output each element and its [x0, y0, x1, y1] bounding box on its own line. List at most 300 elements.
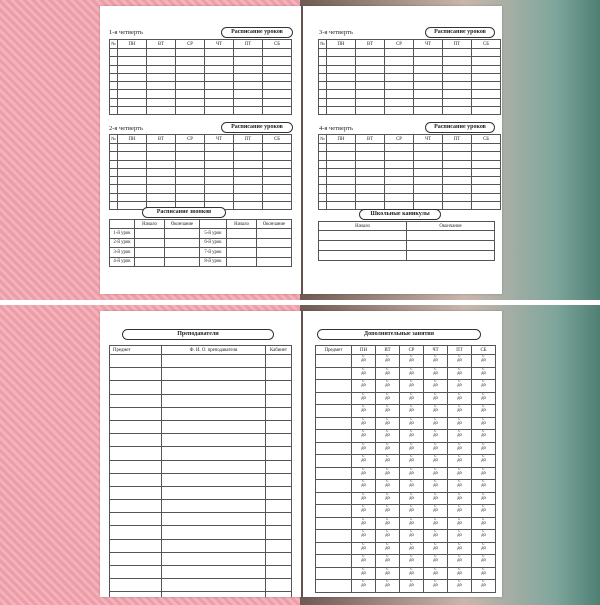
- time-from-label: с: [458, 454, 461, 459]
- time-from-label: с: [386, 417, 389, 422]
- time-to-label: до: [481, 433, 486, 439]
- time-from-label: с: [386, 467, 389, 472]
- time-to-label: до: [457, 358, 462, 364]
- time-from-label: с: [362, 354, 365, 359]
- extra-col-mon: ПН: [352, 346, 376, 355]
- holidays-table: [318, 221, 495, 261]
- time-from-label: с: [434, 404, 437, 409]
- time-to-label: до: [385, 408, 390, 414]
- time-to-label: до: [409, 533, 414, 539]
- time-to-label: до: [361, 383, 366, 389]
- time-from-label: с: [434, 354, 437, 359]
- schedule-row: [319, 57, 501, 65]
- time-from-label: с: [458, 504, 461, 509]
- teacher-row: [110, 381, 292, 394]
- time-from-label: с: [362, 429, 365, 434]
- time-to-label: до: [361, 395, 366, 401]
- time-to-label: до: [481, 583, 486, 589]
- time-from-label: с: [386, 367, 389, 372]
- schedule-row: [319, 107, 501, 115]
- time-from-label: с: [458, 542, 461, 547]
- time-from-label: с: [434, 467, 437, 472]
- time-from-label: с: [482, 517, 485, 522]
- time-from-label: с: [362, 517, 365, 522]
- time-to-label: до: [457, 570, 462, 576]
- time-to-label: до: [409, 358, 414, 364]
- time-to-label: до: [433, 408, 438, 414]
- time-to-label: до: [457, 508, 462, 514]
- extra-row: [316, 467, 496, 480]
- bells-table: [109, 219, 292, 267]
- teacher-row: [110, 500, 292, 513]
- schedule-day-header: ПН: [118, 135, 147, 144]
- schedule-row: [319, 98, 501, 106]
- time-to-label: до: [481, 520, 486, 526]
- schedule-row: [319, 168, 501, 176]
- time-from-label: с: [410, 417, 413, 422]
- time-from-label: с: [410, 467, 413, 472]
- extra-col-tue: ВТ: [376, 346, 400, 355]
- time-from-label: с: [362, 542, 365, 547]
- time-from-label: с: [482, 404, 485, 409]
- time-from-label: с: [362, 367, 365, 372]
- teacher-row: [110, 460, 292, 473]
- time-to-label: до: [385, 508, 390, 514]
- time-from-label: с: [362, 392, 365, 397]
- schedule-row: [319, 49, 501, 57]
- teacher-row: [110, 566, 292, 579]
- bells-col-empty: [200, 220, 227, 229]
- extra-row: [316, 517, 496, 530]
- teacher-row: [110, 407, 292, 420]
- schedule-day-header: ПТ: [443, 40, 472, 49]
- time-from-label: с: [458, 529, 461, 534]
- time-from-label: с: [362, 454, 365, 459]
- schedule-day-header: ПН: [327, 135, 356, 144]
- time-to-label: до: [361, 370, 366, 376]
- teachers-header: Преподаватели: [122, 329, 274, 340]
- time-to-label: до: [409, 458, 414, 464]
- time-from-label: с: [458, 417, 461, 422]
- time-to-label: до: [481, 545, 486, 551]
- bells-header: Расписание звонков: [142, 207, 226, 218]
- teacher-row: [110, 394, 292, 407]
- time-from-label: с: [362, 579, 365, 584]
- schedule-row: [110, 185, 292, 193]
- time-from-label: с: [362, 417, 365, 422]
- schedule-day-header: СБ: [263, 135, 292, 144]
- time-to-label: до: [409, 370, 414, 376]
- lesson-label: 1-й урок: [110, 229, 135, 239]
- time-from-label: с: [458, 404, 461, 409]
- schedule-row: [319, 65, 501, 73]
- time-to-label: до: [481, 408, 486, 414]
- time-from-label: с: [482, 529, 485, 534]
- extra-row: [316, 417, 496, 430]
- time-from-label: с: [386, 554, 389, 559]
- time-to-label: до: [361, 558, 366, 564]
- extra-row: [316, 555, 496, 568]
- time-to-label: до: [433, 545, 438, 551]
- time-to-label: до: [481, 358, 486, 364]
- schedule-header: Расписание уроков: [425, 27, 495, 38]
- time-from-label: с: [410, 567, 413, 572]
- schedule-header: Расписание уроков: [221, 27, 293, 38]
- time-to-label: до: [361, 570, 366, 576]
- time-to-label: до: [361, 508, 366, 514]
- time-from-label: с: [362, 492, 365, 497]
- time-to-label: до: [481, 470, 486, 476]
- time-to-label: до: [481, 570, 486, 576]
- time-from-label: с: [434, 379, 437, 384]
- time-to-label: до: [385, 383, 390, 389]
- holidays-col-end: Окончание: [407, 222, 495, 231]
- time-from-label: с: [434, 454, 437, 459]
- bells-col-start: Начало: [227, 220, 257, 229]
- time-to-label: до: [385, 495, 390, 501]
- time-from-label: с: [410, 442, 413, 447]
- extra-row: [316, 455, 496, 468]
- schedule-row: [110, 73, 292, 81]
- time-to-label: до: [481, 383, 486, 389]
- time-to-label: до: [385, 420, 390, 426]
- time-from-label: с: [386, 542, 389, 547]
- time-to-label: до: [481, 395, 486, 401]
- bottom-spread: [0, 305, 600, 605]
- time-to-label: до: [385, 533, 390, 539]
- time-from-label: с: [410, 429, 413, 434]
- time-from-label: с: [482, 417, 485, 422]
- schedule-day-header: СР: [385, 40, 414, 49]
- time-to-label: до: [385, 458, 390, 464]
- time-to-label: до: [385, 570, 390, 576]
- time-from-label: с: [410, 492, 413, 497]
- schedule-row: [319, 160, 501, 168]
- time-to-label: до: [433, 495, 438, 501]
- time-to-label: до: [433, 570, 438, 576]
- schedule-row: [319, 90, 501, 98]
- schedule-row: [110, 160, 292, 168]
- time-to-label: до: [361, 445, 366, 451]
- schedule-row: [110, 65, 292, 73]
- schedule-day-header: ЧТ: [414, 40, 443, 49]
- teacher-row: [110, 447, 292, 460]
- time-from-label: с: [434, 492, 437, 497]
- time-to-label: до: [361, 533, 366, 539]
- time-from-label: с: [362, 467, 365, 472]
- lesson-label: 4-й урок: [110, 257, 135, 267]
- time-to-label: до: [433, 370, 438, 376]
- time-to-label: до: [457, 420, 462, 426]
- time-from-label: с: [458, 479, 461, 484]
- time-from-label: с: [386, 579, 389, 584]
- schedule-day-header: ПТ: [443, 135, 472, 144]
- schedule-day-header: ВТ: [147, 40, 176, 49]
- top-spread: [0, 0, 600, 300]
- time-to-label: до: [409, 495, 414, 501]
- time-from-label: с: [482, 367, 485, 372]
- time-to-label: до: [409, 408, 414, 414]
- time-from-label: с: [386, 567, 389, 572]
- schedule-day-header: ЧТ: [414, 135, 443, 144]
- time-from-label: с: [458, 354, 461, 359]
- time-to-label: до: [433, 433, 438, 439]
- time-from-label: с: [482, 392, 485, 397]
- time-from-label: с: [410, 554, 413, 559]
- time-from-label: с: [410, 517, 413, 522]
- schedule-row: [110, 144, 292, 152]
- time-from-label: с: [434, 429, 437, 434]
- time-from-label: с: [362, 379, 365, 384]
- time-to-label: до: [409, 483, 414, 489]
- teacher-row: [110, 434, 292, 447]
- lesson-label: 6-й урок: [200, 238, 227, 248]
- teachers-col-subject: Предмет: [110, 346, 162, 355]
- schedule-day-header: ПН: [327, 40, 356, 49]
- time-from-label: с: [482, 542, 485, 547]
- time-from-label: с: [386, 504, 389, 509]
- teacher-row: [110, 579, 292, 592]
- time-to-label: до: [433, 395, 438, 401]
- schedule-row: [319, 73, 501, 81]
- teacher-row: [110, 526, 292, 539]
- schedule-table-q3: [318, 39, 501, 115]
- schedule-day-header: ВТ: [356, 40, 385, 49]
- time-to-label: до: [385, 483, 390, 489]
- time-from-label: с: [482, 379, 485, 384]
- time-to-label: до: [385, 583, 390, 589]
- schedule-row: [110, 82, 292, 90]
- time-to-label: до: [361, 358, 366, 364]
- lesson-label: 2-й урок: [110, 238, 135, 248]
- time-to-label: до: [457, 558, 462, 564]
- time-from-label: с: [410, 479, 413, 484]
- schedule-day-header: ПН: [118, 40, 147, 49]
- time-from-label: с: [434, 567, 437, 572]
- schedule-row: [110, 193, 292, 201]
- time-from-label: с: [386, 429, 389, 434]
- teachers-col-room: Кабинет: [266, 346, 292, 355]
- extra-row: [316, 442, 496, 455]
- schedule-row: [319, 82, 501, 90]
- time-to-label: до: [409, 433, 414, 439]
- time-from-label: с: [458, 379, 461, 384]
- schedule-row: [319, 185, 501, 193]
- teacher-row: [110, 513, 292, 526]
- teacher-row: [110, 552, 292, 565]
- time-to-label: до: [433, 383, 438, 389]
- extra-row: [316, 505, 496, 518]
- time-to-label: до: [409, 395, 414, 401]
- time-from-label: с: [386, 392, 389, 397]
- time-to-label: до: [481, 458, 486, 464]
- schedule-row: [110, 57, 292, 65]
- time-to-label: до: [409, 570, 414, 576]
- lesson-label: 3-й урок: [110, 248, 135, 258]
- time-from-label: с: [458, 429, 461, 434]
- time-to-label: до: [433, 533, 438, 539]
- schedule-day-header: СР: [176, 40, 205, 49]
- extra-row: [316, 405, 496, 418]
- extra-col-sat: СБ: [472, 346, 496, 355]
- schedule-table-q1: [109, 39, 292, 115]
- time-to-label: до: [433, 420, 438, 426]
- time-to-label: до: [385, 545, 390, 551]
- time-from-label: с: [410, 379, 413, 384]
- time-from-label: с: [458, 442, 461, 447]
- schedule-row: [110, 152, 292, 160]
- schedule-row: [110, 98, 292, 106]
- schedule-table-q2: [109, 134, 292, 210]
- time-to-label: до: [385, 445, 390, 451]
- time-to-label: до: [361, 408, 366, 414]
- time-from-label: с: [362, 567, 365, 572]
- time-to-label: до: [433, 445, 438, 451]
- time-to-label: до: [385, 358, 390, 364]
- time-from-label: с: [434, 579, 437, 584]
- bells-col-end: Окончание: [257, 220, 292, 229]
- extra-col-subject: Предмет: [316, 346, 352, 355]
- time-to-label: до: [361, 420, 366, 426]
- time-to-label: до: [433, 458, 438, 464]
- time-from-label: с: [434, 367, 437, 372]
- time-to-label: до: [433, 558, 438, 564]
- time-from-label: с: [386, 479, 389, 484]
- schedule-day-header: СБ: [263, 40, 292, 49]
- schedule-row: [110, 90, 292, 98]
- schedule-row: [110, 49, 292, 57]
- schedule-row: [319, 144, 501, 152]
- time-from-label: с: [434, 554, 437, 559]
- schedule-row: [110, 107, 292, 115]
- extra-row: [316, 380, 496, 393]
- schedule-row: [319, 193, 501, 201]
- time-to-label: до: [361, 495, 366, 501]
- schedule-day-header: №: [111, 41, 116, 47]
- extra-table: [315, 345, 496, 593]
- schedule-header: Расписание уроков: [221, 122, 293, 133]
- time-from-label: с: [482, 554, 485, 559]
- teacher-row: [110, 355, 292, 368]
- teacher-row: [110, 420, 292, 433]
- time-to-label: до: [481, 533, 486, 539]
- quarter-title-2: 2-я четверть: [109, 125, 143, 132]
- bells-col-empty: [110, 220, 135, 229]
- time-from-label: с: [410, 454, 413, 459]
- time-from-label: с: [362, 442, 365, 447]
- time-to-label: до: [457, 483, 462, 489]
- extra-col-fri: ПТ: [448, 346, 472, 355]
- time-from-label: с: [434, 542, 437, 547]
- time-from-label: с: [362, 504, 365, 509]
- time-from-label: с: [410, 579, 413, 584]
- schedule-day-header: ВТ: [147, 135, 176, 144]
- time-from-label: с: [458, 567, 461, 572]
- time-to-label: до: [385, 395, 390, 401]
- time-from-label: с: [458, 367, 461, 372]
- teacher-row: [110, 486, 292, 499]
- time-from-label: с: [410, 504, 413, 509]
- extra-col-wed: СР: [400, 346, 424, 355]
- time-to-label: до: [409, 583, 414, 589]
- extra-row: [316, 355, 496, 368]
- time-from-label: с: [434, 392, 437, 397]
- time-from-label: с: [482, 429, 485, 434]
- time-from-label: с: [386, 529, 389, 534]
- time-to-label: до: [457, 383, 462, 389]
- schedule-row: [319, 152, 501, 160]
- time-from-label: с: [434, 442, 437, 447]
- time-to-label: до: [457, 533, 462, 539]
- quarter-title-1: 1-я четверть: [109, 29, 143, 36]
- time-to-label: до: [457, 545, 462, 551]
- time-to-label: до: [409, 545, 414, 551]
- time-from-label: с: [386, 354, 389, 359]
- schedule-day-header: №: [111, 136, 116, 142]
- bells-col-end: Окончание: [165, 220, 200, 229]
- extra-row: [316, 392, 496, 405]
- schedule-page-left: [100, 6, 301, 294]
- teacher-row: [110, 473, 292, 486]
- time-to-label: до: [481, 483, 486, 489]
- time-from-label: с: [482, 504, 485, 509]
- time-from-label: с: [410, 404, 413, 409]
- time-to-label: до: [481, 420, 486, 426]
- extra-row: [316, 367, 496, 380]
- time-from-label: с: [386, 517, 389, 522]
- time-from-label: с: [434, 517, 437, 522]
- time-from-label: с: [410, 367, 413, 372]
- time-from-label: с: [386, 454, 389, 459]
- quarter-title-3: 3-я четверть: [319, 29, 353, 36]
- time-from-label: с: [458, 579, 461, 584]
- schedule-day-header: ПТ: [234, 40, 263, 49]
- time-to-label: до: [433, 508, 438, 514]
- time-to-label: до: [409, 558, 414, 564]
- time-from-label: с: [482, 442, 485, 447]
- teacher-row: [110, 368, 292, 381]
- time-to-label: до: [457, 583, 462, 589]
- time-from-label: с: [458, 517, 461, 522]
- schedule-day-header: ЧТ: [205, 135, 234, 144]
- time-to-label: до: [409, 470, 414, 476]
- time-to-label: до: [385, 520, 390, 526]
- time-to-label: до: [457, 433, 462, 439]
- time-to-label: до: [457, 470, 462, 476]
- time-to-label: до: [457, 408, 462, 414]
- schedule-day-header: №: [320, 136, 325, 142]
- time-from-label: с: [410, 354, 413, 359]
- time-from-label: с: [458, 492, 461, 497]
- time-to-label: до: [457, 495, 462, 501]
- time-from-label: с: [434, 504, 437, 509]
- extra-row: [316, 580, 496, 593]
- extra-row: [316, 567, 496, 580]
- teachers-col-name: Ф. И. О. преподавателя: [162, 346, 266, 355]
- time-to-label: до: [481, 558, 486, 564]
- time-to-label: до: [361, 458, 366, 464]
- teachers-table: [109, 345, 292, 597]
- schedule-page-right: [303, 6, 502, 294]
- schedule-row: [110, 177, 292, 185]
- time-to-label: до: [481, 370, 486, 376]
- time-to-label: до: [433, 583, 438, 589]
- time-from-label: с: [386, 442, 389, 447]
- time-from-label: с: [482, 354, 485, 359]
- time-to-label: до: [409, 520, 414, 526]
- lesson-label: 5-й урок: [200, 229, 227, 239]
- time-from-label: с: [458, 554, 461, 559]
